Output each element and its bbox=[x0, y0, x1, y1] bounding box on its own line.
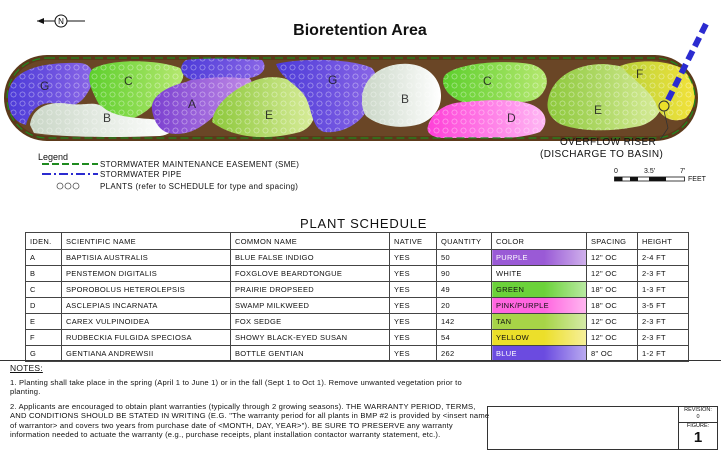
schedule-cell-native: YES bbox=[390, 298, 437, 314]
schedule-row bbox=[26, 250, 689, 266]
overflow-line-2: (DISCHARGE TO BASIN) bbox=[540, 149, 664, 160]
schedule-cell-height: 1-2 FT bbox=[638, 346, 689, 362]
schedule-cell-spacing: 8" OC bbox=[587, 346, 638, 362]
schedule-cell-iden: E bbox=[26, 314, 62, 330]
schedule-cell-common: FOXGLOVE BEARDTONGUE bbox=[231, 266, 390, 282]
revision-value: 0 bbox=[696, 414, 700, 420]
col-iden: IDEN. bbox=[26, 233, 62, 250]
legend-item-plants: PLANTS (refer to SCHEDULE for type and spacing) bbox=[100, 182, 299, 191]
notes-divider bbox=[0, 360, 721, 361]
zone-label-g-left: G bbox=[40, 79, 50, 93]
schedule-cell-color: PINK/PURPLE bbox=[492, 298, 587, 314]
schedule-cell-height: 2-4 FT bbox=[638, 250, 689, 266]
figure-value: 1 bbox=[693, 429, 703, 446]
schedule-row bbox=[26, 330, 689, 346]
schedule-cell-color: TAN bbox=[492, 314, 587, 330]
schedule-cell-qty: 20 bbox=[437, 298, 492, 314]
plant-schedule-table bbox=[25, 232, 689, 362]
schedule-cell-height: 2-3 FT bbox=[638, 314, 689, 330]
schedule-cell-sci: GENTIANA ANDREWSII bbox=[62, 346, 231, 362]
legend-item-pipe: STORMWATER PIPE bbox=[100, 170, 182, 179]
zone-label-c-left: C bbox=[124, 74, 133, 88]
note-1: 1. Planting shall take place in the spring (April 1 to June 1) or in the fall (Sept 1 to Oct 1). Remove unwanted vegetation prior to planting. bbox=[10, 377, 462, 396]
schedule-row bbox=[26, 314, 689, 330]
schedule-cell-native: YES bbox=[390, 330, 437, 346]
schedule-cell-color: BLUE bbox=[492, 346, 587, 362]
schedule-cell-height: 3-5 FT bbox=[638, 298, 689, 314]
legend bbox=[38, 152, 458, 200]
revision-cell bbox=[678, 407, 717, 423]
schedule-cell-spacing: 12" OC bbox=[587, 266, 638, 282]
schedule-cell-height: 2-3 FT bbox=[638, 266, 689, 282]
schedule-cell-color: PURPLE bbox=[492, 250, 587, 266]
scale-end: 7' bbox=[680, 168, 686, 175]
zone-label-c-right: C bbox=[483, 74, 492, 88]
schedule-cell-spacing: 12" OC bbox=[587, 314, 638, 330]
zone-label-f: F bbox=[636, 67, 644, 81]
note-2: 2. Applicants are encouraged to obtain plant warranties (typically through 2 growing seasons). THE WARRANTY PERIOD, TERMS, AND CONDITIONS SHOULD BE STATED IN WRITING (E.G. "The warranty period for all plants in BMP #2 is provided by <insert name of warrantor> and covers two years from purchase date of <MONTH, DAY, YEAR>"). BE SURE TO PRESERVE any warranty information needed to actuate the warranty (e.g., purchase receipts, plant installation contactor warranty statement, etc.). bbox=[10, 401, 490, 439]
schedule-row bbox=[26, 282, 689, 298]
schedule-cell-spacing: 12" OC bbox=[587, 330, 638, 346]
legend-symbols bbox=[38, 160, 100, 196]
col-common-name: COMMON NAME bbox=[231, 233, 390, 250]
schedule-cell-common: SHOWY BLACK-EYED SUSAN bbox=[231, 330, 390, 346]
schedule-header-row bbox=[26, 233, 689, 250]
schedule-cell-sci: BAPTISIA AUSTRALIS bbox=[62, 250, 231, 266]
schedule-cell-native: YES bbox=[390, 314, 437, 330]
schedule-cell-iden: D bbox=[26, 298, 62, 314]
schedule-cell-qty: 54 bbox=[437, 330, 492, 346]
scale-bar bbox=[614, 168, 709, 190]
zone-label-b: B bbox=[103, 111, 112, 125]
schedule-cell-color: YELLOW bbox=[492, 330, 587, 346]
col-scientific-name: SCIENTIFIC NAME bbox=[62, 233, 231, 250]
schedule-cell-native: YES bbox=[390, 250, 437, 266]
scale-graphic bbox=[614, 176, 686, 184]
schedule-cell-common: SWAMP MILKWEED bbox=[231, 298, 390, 314]
scale-mid: 3.5' bbox=[644, 168, 656, 175]
col-quantity: QUANTITY bbox=[437, 233, 492, 250]
col-color: COLOR bbox=[492, 233, 587, 250]
schedule-cell-iden: B bbox=[26, 266, 62, 282]
title-block bbox=[487, 406, 718, 450]
revision-label: REVISION: bbox=[684, 407, 712, 413]
schedule-cell-sci: PENSTEMON DIGITALIS bbox=[62, 266, 231, 282]
schedule-cell-iden: C bbox=[26, 282, 62, 298]
scale-unit: FEET bbox=[688, 176, 706, 183]
schedule-cell-spacing: 12" OC bbox=[587, 250, 638, 266]
legend-title: Legend bbox=[38, 152, 69, 162]
zone-label-a: A bbox=[188, 97, 197, 111]
schedule-cell-sci: ASCLEPIAS INCARNATA bbox=[62, 298, 231, 314]
schedule-row bbox=[26, 298, 689, 314]
notes bbox=[10, 364, 490, 445]
zone-label-e-mid: E bbox=[265, 108, 274, 122]
schedule-cell-native: YES bbox=[390, 282, 437, 298]
schedule-cell-iden: A bbox=[26, 250, 62, 266]
figure-cell bbox=[678, 423, 717, 449]
schedule-cell-qty: 142 bbox=[437, 314, 492, 330]
schedule-cell-sci: RUDBECKIA FULGIDA SPECIOSA bbox=[62, 330, 231, 346]
col-spacing: SPACING bbox=[587, 233, 638, 250]
col-native: NATIVE bbox=[390, 233, 437, 250]
schedule-cell-native: YES bbox=[390, 346, 437, 362]
schedule-cell-common: BOTTLE GENTIAN bbox=[231, 346, 390, 362]
north-label: N bbox=[58, 17, 64, 26]
schedule-cell-sci: SPOROBOLUS HETEROLEPSIS bbox=[62, 282, 231, 298]
overflow-riser-label bbox=[540, 137, 690, 161]
page-title: Bioretention Area bbox=[293, 22, 427, 39]
zone-label-g-mid: G bbox=[328, 73, 338, 87]
schedule-cell-qty: 90 bbox=[437, 266, 492, 282]
overflow-riser bbox=[659, 101, 669, 111]
schedule-cell-spacing: 18" OC bbox=[587, 298, 638, 314]
schedule-row bbox=[26, 266, 689, 282]
schedule-cell-common: BLUE FALSE INDIGO bbox=[231, 250, 390, 266]
figure-label: FIGURE: bbox=[686, 423, 710, 429]
schedule-title: PLANT SCHEDULE bbox=[300, 216, 428, 231]
schedule-cell-native: YES bbox=[390, 266, 437, 282]
scale-zero: 0 bbox=[614, 168, 618, 175]
overflow-line-1: OVERFLOW RISER bbox=[560, 137, 657, 148]
zone-label-e-right: E bbox=[594, 103, 603, 117]
legend-item-sme: STORMWATER MAINTENANCE EASEMENT (SME) bbox=[100, 160, 300, 169]
zone-label-d: D bbox=[507, 111, 516, 125]
schedule-cell-color: WHITE bbox=[492, 266, 587, 282]
notes-title: NOTES: bbox=[10, 363, 43, 373]
schedule-cell-common: PRAIRIE DROPSEED bbox=[231, 282, 390, 298]
schedule-cell-qty: 49 bbox=[437, 282, 492, 298]
schedule-cell-color: GREEN bbox=[492, 282, 587, 298]
col-height: HEIGHT bbox=[638, 233, 689, 250]
zone-label-b-right: B bbox=[401, 92, 410, 106]
schedule-cell-spacing: 18" OC bbox=[587, 282, 638, 298]
schedule-cell-height: 2-3 FT bbox=[638, 330, 689, 346]
schedule-cell-qty: 50 bbox=[437, 250, 492, 266]
schedule-cell-iden: G bbox=[26, 346, 62, 362]
schedule-cell-height: 1-3 FT bbox=[638, 282, 689, 298]
schedule-cell-qty: 262 bbox=[437, 346, 492, 362]
schedule-cell-common: FOX SEDGE bbox=[231, 314, 390, 330]
schedule-cell-sci: CAREX VULPINOIDEA bbox=[62, 314, 231, 330]
schedule-cell-iden: F bbox=[26, 330, 62, 346]
